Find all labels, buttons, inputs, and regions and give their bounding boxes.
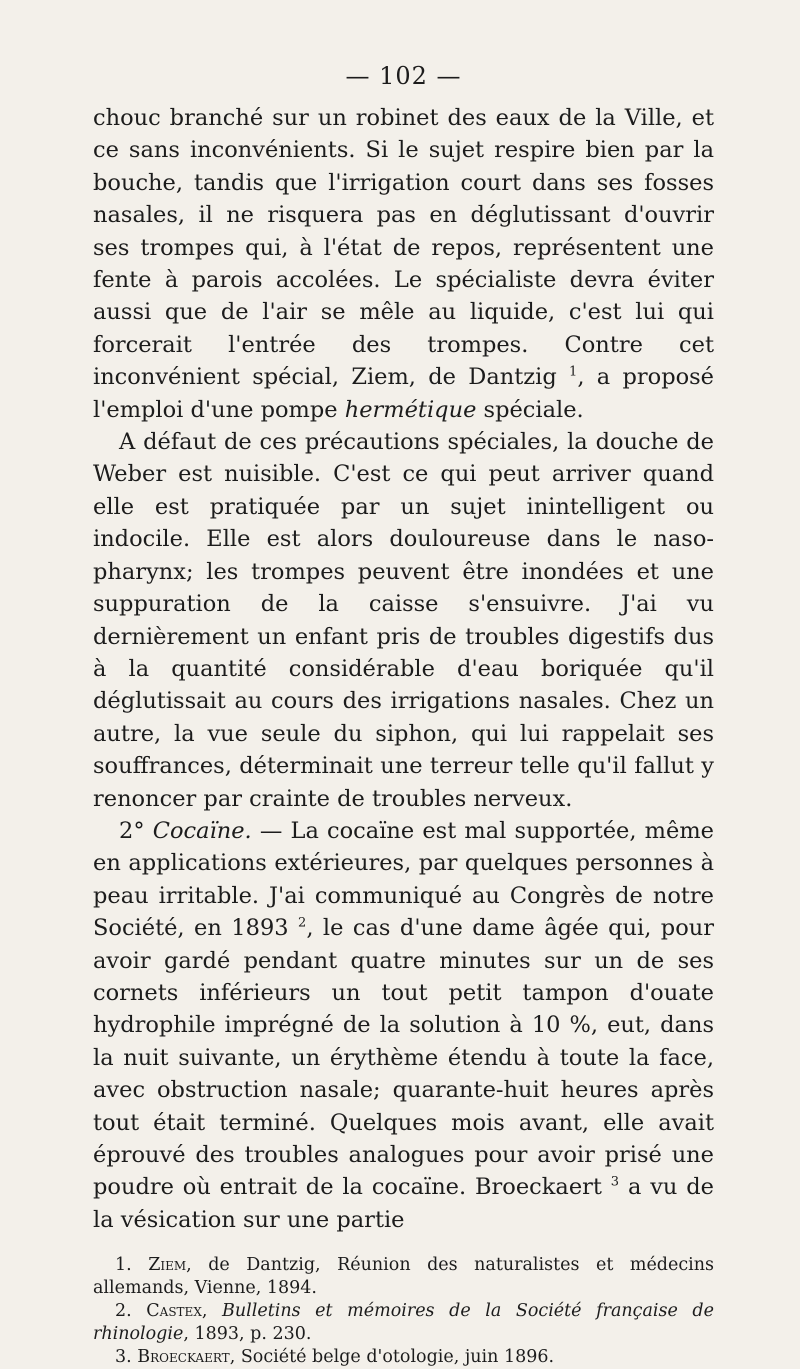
paragraph-3: 2° Cocaïne. — La cocaïne est mal supportée, même en applications extérieures, par quelques personnes à peau irritable. J'ai communiqué au Congrès de notre Société, en 1893 $^2$, le cas d'une dame âgée qui, pour avoir gardé pendant quatre minutes sur un de ses cornets inférieurs un tout petit tampon d'ouate hydrophile imprégné de la solution à 10 %, eut, dans la nuit suivante, un érythème étendu à toute la face, avec obstruction nasale; quarante-huit heures après tout était terminé. Quelques mois avant, elle avait éprouvé des troubles analogues pour avoir prisé une poudre où entrait de la cocaïne. Broeckaert $^3$ a vu de la vésication sur une partie xyxy=(93,817,714,1233)
footnotes xyxy=(93,1254,714,1369)
footnote-3: 3. Broeckaert, Société belge d'otologie, juin 1896. xyxy=(115,1347,555,1368)
footnote-1: 1. Ziem, de Dantzig, Réunion des naturalistes et médecins allemands, Vienne, 1894. xyxy=(93,1255,715,1299)
page-number: — 102 — xyxy=(345,62,462,90)
paragraph-1: chouc branché sur un robinet des eaux de la Ville, et ce sans inconvénients. Si le sujet respire bien par la bouche, tandis que l'irrigation court dans ses fosses nasales, il ne risquera pas en déglutissant d'ouvrir ses trompes qui, à l'état de repos, représentent une fente à parois accolées. Le spécialiste devra éviter aussi que de l'air se mêle au liquide, c'est lui qui forcerait l'entrée des trompes. Contre cet inconvénient spécial, Ziem, de Dantzig $^1$, a proposé l'emploi d'une pompe hermétique spéciale. xyxy=(93,105,715,423)
footnote-ref-2: 2 xyxy=(298,915,307,931)
section-heading-cocaine: Cocaïne. xyxy=(152,817,252,844)
body-text xyxy=(93,102,714,1236)
footnote-ref-1: 1 xyxy=(569,364,578,380)
emphasis-hermetique: hermétique xyxy=(344,396,477,423)
footnote-2: 2. Castex, Bulletins et mémoires de la Société française de rhinologie, 1893, p. 230. xyxy=(93,1301,714,1345)
footnote-ref-3: 3 xyxy=(610,1174,620,1190)
paragraph-2: A défaut de ces précautions spéciales, la douche de Weber est nuisible. C'est ce qui peut arriver quand elle est pratiquée par un sujet inintelligent ou indocile. Elle est alors douloureuse dans le naso-pharynx; les trompes peuvent être inondées et une suppuration de la caisse s'ensuivre. J'ai vu dernièrement un enfant pris de troubles digestifs dus à la quantité considérable d'eau boriquée qu'il déglutissait au cours des irrigations nasales. Chez un autre, la vue seule du siphon, qui lui rappelait ses souffrances, déterminait une terreur telle qu'il fallut y renoncer par crainte de troubles nerveux. xyxy=(93,429,714,812)
